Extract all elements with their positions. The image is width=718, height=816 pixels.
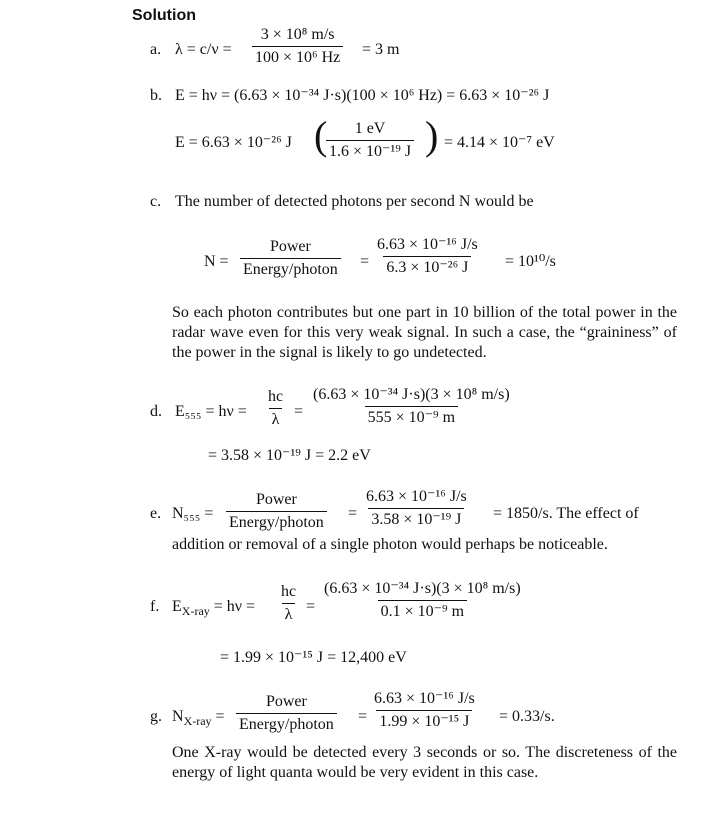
part-c-lhs: N = — [204, 253, 229, 270]
part-g-lhs-subscript: X-ray — [183, 714, 212, 729]
part-g-numerator-2: 6.63 × 10⁻¹⁶ J/s — [374, 690, 475, 707]
part-e-denominator-2: 3.58 × 10⁻¹⁹ J — [368, 508, 464, 529]
part-a-fraction — [252, 26, 343, 68]
part-d-denominator-1: λ — [269, 408, 283, 429]
part-g-denominator-2: 1.99 × 10⁻¹⁵ J — [376, 710, 472, 731]
part-c-numerator-2: 6.63 × 10⁻¹⁶ J/s — [377, 236, 478, 253]
part-f-fraction-1 — [278, 583, 299, 625]
part-f-numerator-2: (6.63 × 10⁻³⁴ J·s)(3 × 10⁸ m/s) — [324, 580, 521, 597]
part-c-fraction-1 — [240, 238, 341, 280]
part-e-fraction-2 — [363, 488, 470, 530]
part-b-label: b. — [150, 87, 162, 104]
part-f-denominator-2: 0.1 × 10⁻⁹ m — [378, 600, 468, 621]
part-d-fraction-2 — [310, 386, 513, 428]
part-g-result: = 0.33/s. — [499, 708, 555, 725]
part-d-numerator-2: (6.63 × 10⁻³⁴ J·s)(3 × 10⁸ m/s) — [313, 386, 510, 403]
part-c-paragraph: So each photon contributes but one part in 10 billion of the total power in the radar wave even for this very weak signal. In such a case, the “graininess” of the power in the signal is likely to go undetected. — [172, 304, 677, 361]
solution-heading: Solution — [132, 7, 196, 24]
part-f-lhs-symbol: E — [172, 598, 182, 615]
part-c-fraction-2 — [374, 236, 481, 278]
part-g-denominator-1: Energy/photon — [236, 713, 337, 734]
part-e-label: e. — [150, 505, 162, 522]
part-g-lhs — [172, 707, 225, 729]
part-g-fraction-2 — [371, 690, 478, 732]
part-f-denominator-1: λ — [282, 603, 296, 624]
part-e-fraction-1 — [226, 491, 327, 533]
part-b-line2-lhs: E = 6.63 × 10⁻²⁶ J — [175, 134, 292, 151]
part-b-line1: E = hν = (6.63 × 10⁻³⁴ J·s)(100 × 10⁶ Hz) = 6.63 × 10⁻²⁶ J — [175, 87, 550, 104]
part-g-lhs-symbol: N — [172, 708, 184, 725]
part-d-fraction-1 — [265, 388, 286, 430]
part-g-equals: = — [358, 708, 368, 725]
part-a-lhs: λ = c/ν = — [175, 41, 232, 58]
part-d-lhs: E₅₅₅ = hν = — [175, 403, 247, 420]
part-b-denominator: 1.6 × 10⁻¹⁹ J — [326, 140, 414, 161]
part-d-numerator-1: hc — [268, 388, 284, 405]
part-f-lhs-subscript: X-ray — [181, 604, 210, 619]
part-g-paragraph: One X-ray would be detected every 3 seconds or so. The discreteness of the energy of light quanta would be very evident in this case. — [172, 744, 677, 781]
part-b-numerator: 1 eV — [354, 120, 386, 137]
part-g-fraction-1 — [236, 693, 337, 735]
part-f-lhs-rest: = hν = — [213, 598, 256, 615]
part-c-result: = 10¹⁰/s — [505, 253, 556, 270]
part-b-result: = 4.14 × 10⁻⁷ eV — [444, 134, 555, 151]
part-e-equals: = — [348, 505, 358, 522]
part-c-label: c. — [150, 193, 162, 210]
part-f-numerator-1: hc — [281, 583, 297, 600]
part-e-numerator-2: 6.63 × 10⁻¹⁶ J/s — [366, 488, 467, 505]
part-b-fraction — [326, 120, 414, 162]
part-e-lhs: N₅₅₅ = — [172, 505, 214, 522]
part-c-numerator-1: Power — [269, 238, 311, 255]
part-e-denominator-1: Energy/photon — [226, 511, 327, 532]
part-c-denominator-1: Energy/photon — [240, 258, 341, 279]
part-a-result: = 3 m — [362, 41, 400, 58]
part-f-result: = 1.99 × 10⁻¹⁵ J = 12,400 eV — [220, 649, 407, 666]
part-a-numerator: 3 × 10⁸ m/s — [260, 26, 335, 43]
part-f-lhs — [172, 597, 255, 619]
part-c-denominator-2: 6.3 × 10⁻²⁶ J — [383, 256, 471, 277]
part-d-result: = 3.58 × 10⁻¹⁹ J = 2.2 eV — [208, 447, 371, 464]
part-f-equals: = — [306, 598, 316, 615]
right-paren: ) — [425, 113, 439, 158]
part-c-equals: = — [360, 253, 370, 270]
part-e-line2: addition or removal of a single photon would perhaps be noticeable. — [172, 536, 608, 553]
part-e-result: = 1850/s. The effect of — [493, 505, 639, 522]
part-d-denominator-2: 555 × 10⁻⁹ m — [365, 406, 459, 427]
part-d-label: d. — [150, 403, 162, 420]
part-d-equals: = — [294, 403, 304, 420]
part-f-label: f. — [150, 598, 160, 615]
left-paren: ( — [314, 113, 328, 158]
part-a-label: a. — [150, 41, 162, 58]
part-c-intro: The number of detected photons per second N would be — [175, 193, 534, 210]
part-g-numerator-1: Power — [265, 693, 307, 710]
part-f-fraction-2 — [321, 580, 524, 622]
part-g-lhs-rest: = — [215, 708, 225, 725]
part-e-numerator-1: Power — [255, 491, 297, 508]
part-a-denominator: 100 × 10⁶ Hz — [252, 46, 343, 67]
part-g-label: g. — [150, 708, 162, 725]
